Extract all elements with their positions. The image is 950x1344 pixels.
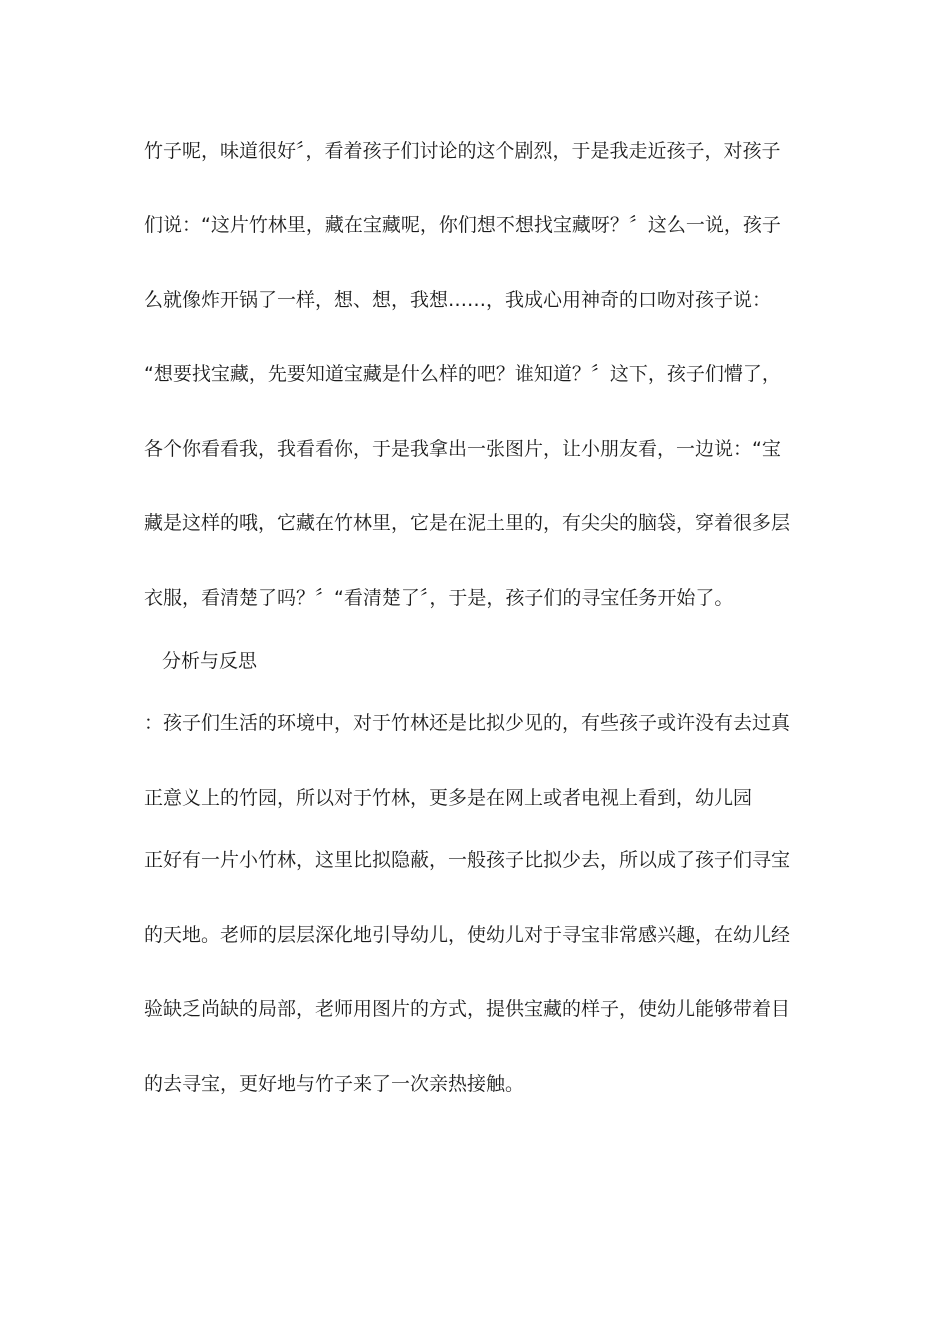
paragraph-line-4: “想要找宝藏，先要知道宝藏是什么样的吧？谁知道？〞这下，孩子们懵了， bbox=[144, 363, 781, 385]
section-heading: 分析与反思 bbox=[162, 650, 258, 672]
paragraph-line-10: 正好有一片小竹林，这里比拟隐蔽，一般孩子比拟少去，所以成了孩子们寻宝 bbox=[144, 849, 791, 871]
paragraph-line-8: ：孩子们生活的环境中，对于竹林还是比拟少见的，有些孩子或许没有去过真 bbox=[144, 712, 791, 734]
paragraph-line-2: 们说：“这片竹林里，藏在宝藏呢，你们想不想找宝藏呀？〞这么一说，孩子 bbox=[144, 214, 781, 236]
paragraph-line-1: 竹子呢，味道很好〞，看着孩子们讨论的这个剧烈，于是我走近孩子，对孩子 bbox=[144, 140, 781, 162]
paragraph-line-3: 么就像炸开锅了一样，想、想，我想……，我成心用神奇的口吻对孩子说： bbox=[144, 289, 772, 311]
paragraph-line-5: 各个你看看我，我看看你，于是我拿出一张图片，让小朋友看，一边说：“宝 bbox=[144, 438, 781, 460]
paragraph-line-12: 验缺乏尚缺的局部，老师用图片的方式，提供宝藏的样子，使幼儿能够带着目 bbox=[144, 998, 791, 1020]
paragraph-line-9: 正意义上的竹园，所以对于竹林，更多是在网上或者电视上看到，幼儿园 bbox=[144, 787, 753, 809]
paragraph-line-13: 的去寻宝，更好地与竹子来了一次亲热接触。 bbox=[144, 1073, 525, 1095]
paragraph-line-7: 衣服，看清楚了吗？〞“看清楚了〞，于是，孩子们的寻宝任务开始了。 bbox=[144, 587, 734, 609]
paragraph-line-6: 藏是这样的哦，它藏在竹林里，它是在泥土里的，有尖尖的脑袋，穿着很多层 bbox=[144, 512, 791, 534]
paragraph-line-11: 的天地。老师的层层深化地引导幼儿，使幼儿对于寻宝非常感兴趣，在幼儿经 bbox=[144, 924, 791, 946]
